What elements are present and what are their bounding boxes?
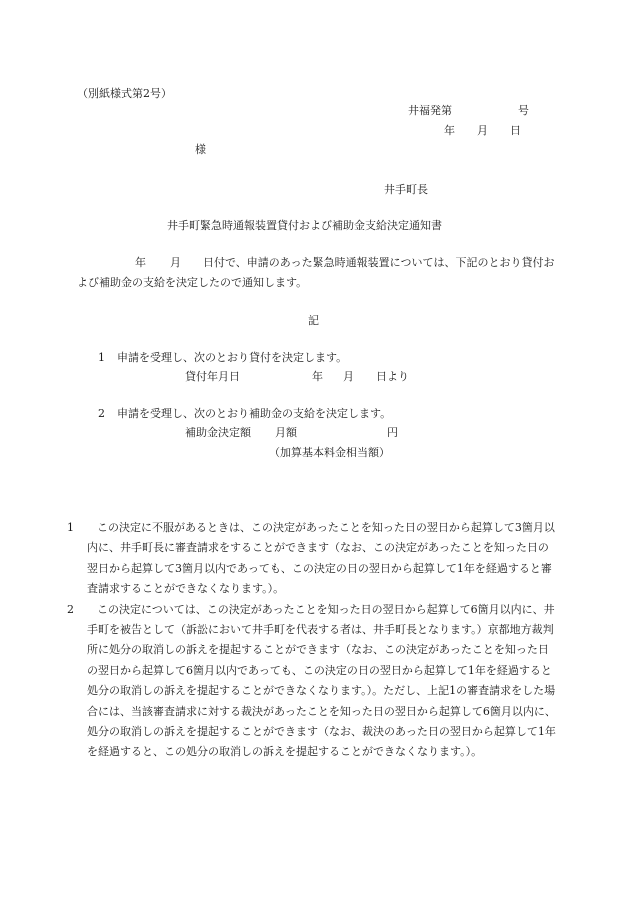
note-text: この決定に不服があるときは、この決定があったことを知った日の翌日から起算して3箇月以内に、井手町長に審査請求をすることができます（なお、この決定があったことを知った日の翌日から起算して3箇月以内であっても、この決定の日の翌日から起算して1年を経過すると審査請求することができなくなります。）。 bbox=[87, 521, 555, 596]
recipient-suffix: 様 bbox=[195, 143, 206, 156]
notes-section bbox=[67, 518, 559, 763]
document-number-label: 井福発第 bbox=[408, 104, 452, 117]
item-2-detail bbox=[185, 425, 398, 440]
item-2-text: 申請を受理し、次のとおり補助金の支給を決定します。 bbox=[117, 407, 392, 420]
item-2 bbox=[98, 406, 391, 421]
form-number: （別紙様式第2号） bbox=[77, 87, 172, 100]
item-1-number: 1 bbox=[98, 351, 105, 364]
note-item bbox=[67, 518, 559, 600]
issue-date bbox=[444, 123, 521, 138]
note-item bbox=[67, 600, 559, 763]
kigo-heading: 記 bbox=[308, 314, 319, 327]
note-number: 2 bbox=[67, 602, 74, 616]
loan-date-month: 月 bbox=[343, 370, 354, 383]
loan-date-day: 日より bbox=[376, 370, 409, 383]
note-number: 1 bbox=[67, 521, 74, 534]
subsidy-amount-label: 補助金決定額 bbox=[185, 426, 251, 439]
item-1-detail bbox=[185, 369, 409, 384]
document-title: 井手町緊急時通報装置貸付および補助金支給決定通知書 bbox=[167, 219, 442, 232]
item-2-number: 2 bbox=[98, 407, 105, 420]
subsidy-yen-label: 円 bbox=[387, 426, 398, 439]
item-2-note: （加算基本料金相当額） bbox=[269, 446, 390, 459]
item-1-text: 申請を受理し、次のとおり貸付を決定します。 bbox=[117, 351, 348, 364]
issue-date-year: 年 bbox=[444, 124, 455, 137]
intro-month: 月 bbox=[170, 256, 181, 269]
loan-date-year: 年 bbox=[312, 370, 323, 383]
intro-paragraph bbox=[77, 253, 559, 293]
intro-year: 年 bbox=[135, 256, 146, 269]
subsidy-monthly-label: 月額 bbox=[275, 426, 297, 439]
issue-date-day: 日 bbox=[510, 124, 521, 137]
issuer-name: 井手町長 bbox=[384, 183, 428, 196]
loan-date-label: 貸付年月日 bbox=[185, 370, 240, 383]
document-number-suffix: 号 bbox=[518, 104, 529, 117]
issue-date-month: 月 bbox=[477, 124, 488, 137]
note-text: この決定については、この決定があったことを知った日の翌日から起算して6箇月以内に、井手町を被告として（訴訟において井手町を代表する者は、井手町長となります。）京都地方裁判所に処分の取消しの訴えを提起することができます（なお、この決定があったことを知った日の翌日から起算して6箇月以内であっても、この決定の日の翌日から起算して1年を経過すると処分の取消しの訴えを提起することができなくなります。）。ただし、上記1の審査請求をした場合には、当該審査請求に対する裁決があったことを知った日の翌日から起算して6箇月以内に、処分の取消しの訴えを提起することができます（なお、裁決のあった日の翌日から起算して1年を経過すると、この処分の取消しの訴えを提起することができなくなります。）。 bbox=[87, 602, 556, 759]
intro-body: 日付で、申請のあった緊急時通報装置については、下記のとおり貸付および補助金の支給を決定したので通知します。 bbox=[77, 256, 555, 289]
item-1 bbox=[98, 350, 347, 365]
